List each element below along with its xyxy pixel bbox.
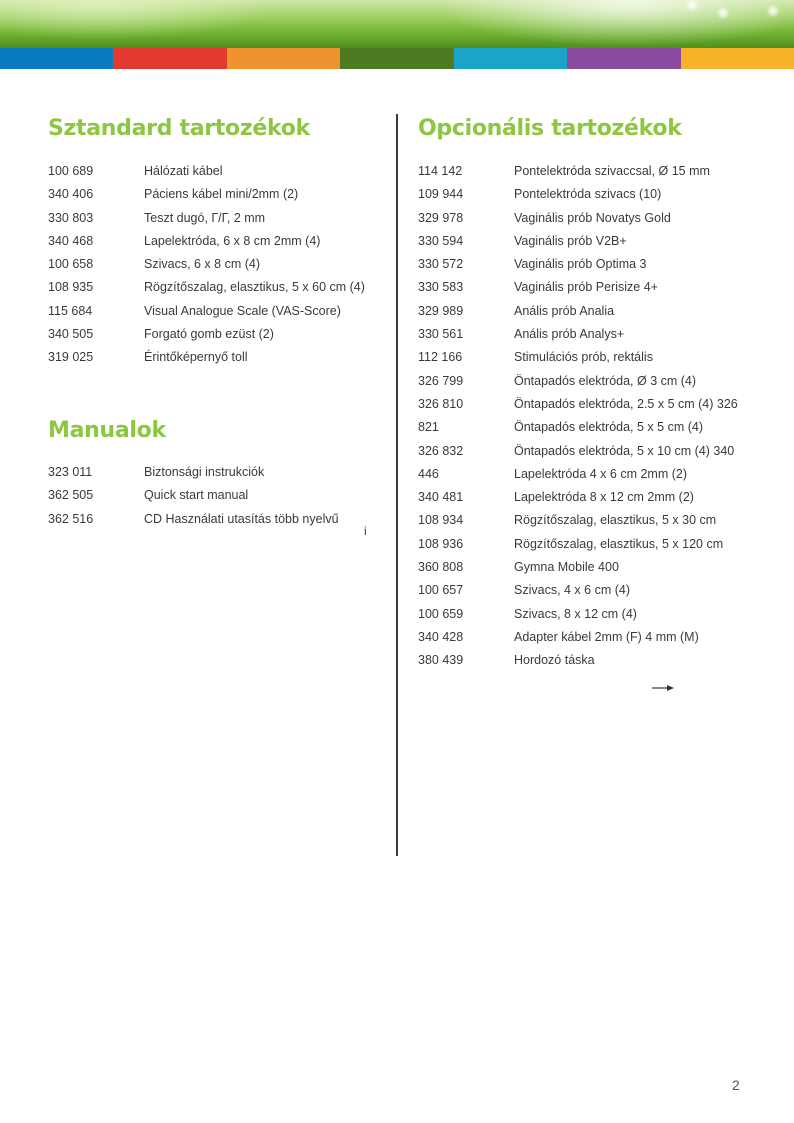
- item-description: Öntapadós elektróda, 5 x 10 cm (4) 340: [514, 443, 735, 458]
- color-stripe-bar: [0, 48, 794, 69]
- item-description: Hálózati kábel: [144, 164, 223, 178]
- item-code: 340 481: [418, 490, 464, 505]
- item-code: 319 025: [48, 350, 94, 365]
- item-code: 108 934: [418, 513, 464, 528]
- item-description: Vaginális prób Perisize 4+: [514, 280, 658, 295]
- item-description: Vaginális prób Novatys Gold: [514, 210, 671, 225]
- item-description: Érintőképernyő toll: [144, 350, 248, 365]
- item-code: 326 810: [418, 396, 464, 411]
- item-code: 362 505: [48, 488, 94, 503]
- item-code: 100 689: [48, 164, 94, 178]
- item-code: 323 011: [48, 465, 93, 479]
- item-code: 100 657: [418, 583, 464, 598]
- stray-character: i: [364, 524, 367, 538]
- item-code: 326 799: [418, 373, 464, 388]
- standard-accessories-heading: Sztandard tartozékok: [48, 116, 310, 141]
- item-code: 340 505: [48, 327, 94, 342]
- item-description: Pontelektróda szivaccsal, Ø 15 mm: [514, 164, 710, 178]
- item-description: Szivacs, 6 x 8 cm (4): [144, 257, 260, 272]
- item-code: 108 935: [48, 280, 94, 295]
- item-description: Lapelektróda, 6 x 8 cm 2mm (4): [144, 233, 321, 248]
- item-code: 446: [418, 466, 439, 481]
- item-description: Páciens kábel mini/2mm (2): [144, 187, 299, 202]
- item-description: Vaginális prób Optima 3: [514, 257, 647, 272]
- item-code: 330 803: [48, 210, 94, 225]
- item-code: 380 439: [418, 653, 464, 668]
- item-code: 821: [418, 420, 439, 435]
- item-description: Visual Analogue Scale (VAS-Score): [144, 303, 341, 318]
- item-code: 100 659: [418, 606, 464, 621]
- item-description: Öntapadós elektróda, 2.5 x 5 cm (4) 326: [514, 396, 738, 411]
- item-description: Szivacs, 4 x 6 cm (4): [514, 583, 630, 598]
- item-description: Hordozó táska: [514, 653, 595, 668]
- item-code: 114 142: [418, 164, 463, 178]
- color-stripe-segment: [113, 48, 226, 69]
- color-stripe-segment: [340, 48, 453, 69]
- item-description: Quick start manual: [144, 488, 249, 503]
- item-description: CD Használati utasítás több nyelvű: [144, 511, 339, 526]
- color-stripe-segment: [227, 48, 340, 69]
- item-description: Rögzítőszalag, elasztikus, 5 x 30 cm: [514, 513, 717, 528]
- item-code: 362 516: [48, 511, 94, 526]
- item-code: 340 428: [418, 629, 464, 644]
- color-stripe-segment: [454, 48, 567, 69]
- item-description: Öntapadós elektróda, Ø 3 cm (4): [514, 373, 697, 388]
- item-description: Rögzítőszalag, elasztikus, 5 x 120 cm: [514, 536, 724, 551]
- item-description: Szivacs, 8 x 12 cm (4): [514, 606, 637, 621]
- item-description: Biztonsági instrukciók: [144, 465, 265, 479]
- optional-accessories-heading: Opcionális tartozékok: [418, 116, 682, 141]
- item-description: Vaginális prób V2B+: [514, 233, 627, 248]
- item-description: Anális prób Analys+: [514, 327, 625, 342]
- item-code: 112 166: [418, 350, 463, 365]
- item-description: Rögzítőszalag, elasztikus, 5 x 60 cm (4): [144, 280, 365, 295]
- color-stripe-segment: [0, 48, 113, 69]
- item-code: 330 594: [418, 233, 464, 248]
- item-code: 330 583: [418, 280, 464, 295]
- item-description: Stimulációs prób, rektális: [514, 350, 653, 365]
- item-code: 100 658: [48, 257, 94, 272]
- item-description: Pontelektróda szivacs (10): [514, 187, 662, 202]
- item-code: 109 944: [418, 187, 464, 202]
- item-description: Lapelektróda 4 x 6 cm 2mm (2): [514, 466, 687, 481]
- item-code: 329 989: [418, 303, 464, 318]
- right-arrow-icon: [652, 683, 674, 693]
- item-description: Teszt dugó, Г/Г, 2 mm: [144, 210, 266, 225]
- item-code: 340 406: [48, 187, 94, 202]
- item-code: 108 936: [418, 536, 464, 551]
- item-code: 330 572: [418, 257, 464, 272]
- item-code: 329 978: [418, 210, 464, 225]
- color-stripe-segment: [681, 48, 794, 69]
- item-code: 326 832: [418, 443, 464, 458]
- item-code: 340 468: [48, 233, 94, 248]
- item-description: Gymna Mobile 400: [514, 560, 619, 575]
- item-description: Anális prób Analia: [514, 303, 615, 318]
- header-banner: [0, 0, 794, 48]
- item-description: Adapter kábel 2mm (F) 4 mm (M): [514, 629, 699, 644]
- column-divider: [396, 114, 398, 856]
- color-stripe-segment: [567, 48, 680, 69]
- item-code: 330 561: [418, 327, 464, 342]
- item-description: Öntapadós elektróda, 5 x 5 cm (4): [514, 420, 703, 435]
- item-description: Forgató gomb ezüst (2): [144, 327, 274, 342]
- page-number: 2: [732, 1077, 740, 1093]
- item-code: 360 808: [418, 560, 464, 575]
- item-description: Lapelektróda 8 x 12 cm 2mm (2): [514, 490, 694, 505]
- item-code: 115 684: [48, 303, 93, 318]
- manuals-heading: Manualok: [48, 418, 166, 443]
